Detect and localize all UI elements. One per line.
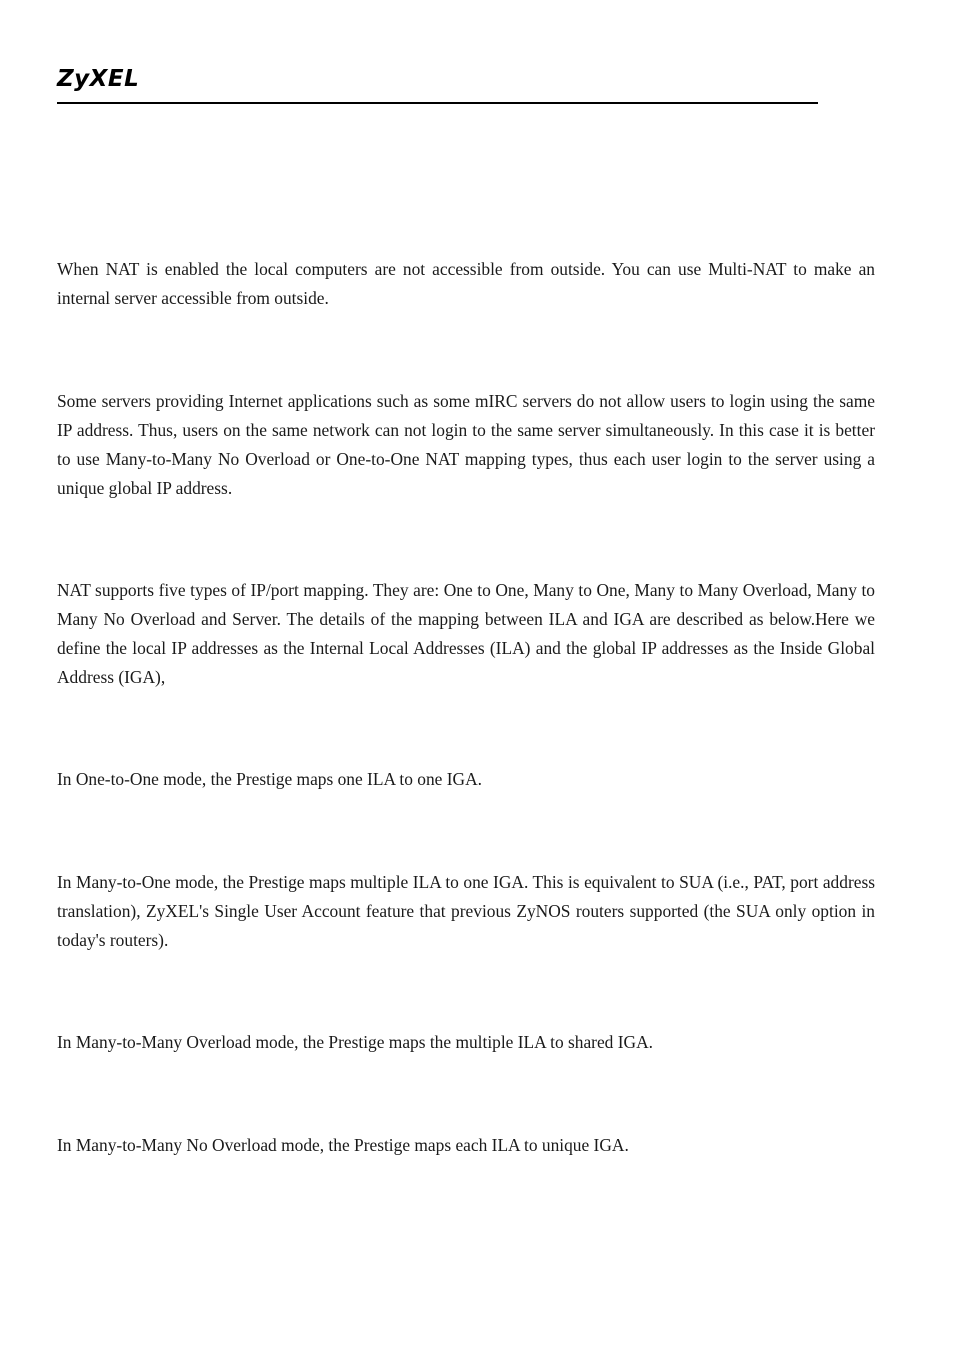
zyxel-logo: ZyXEL [57,66,140,92]
paragraph-server-login: Some servers providing Internet applications such as some mIRC servers do not allow users to login using the same IP address. Thus, users on the same network can not login to the same server simultaneously. In this case it is better to use Many-to-Many No Overload or One-to-One NAT mapping types, thus each user login to the server using a unique global IP address. [57,391,875,498]
paragraph-many-to-many-overload: In Many-to-Many Overload mode, the Prestige maps the multiple ILA to shared IGA. [57,1032,653,1052]
page-header [57,64,818,104]
paragraph-many-to-many-no-overload: In Many-to-Many No Overload mode, the Prestige maps each ILA to unique IGA. [57,1135,629,1155]
paragraph-one-to-one: In One-to-One mode, the Prestige maps one ILA to one IGA. [57,769,483,789]
paragraph-nat-access: When NAT is enabled the local computers are not accessible from outside. You can use Multi-NAT to make an internal server accessible from outside. [57,259,875,308]
paragraph-mapping-types: NAT supports five types of IP/port mapping. They are: One to One, Many to One, Many to Many Overload, Many to Many No Overload and Server. The details of the mapping between ILA and IGA are described as below.Here we define the local IP addresses as the Internal Local Addresses (ILA) and the global IP addresses as the Inside Global Address (IGA), [57,580,875,687]
paragraph-many-to-one: In Many-to-One mode, the Prestige maps multiple ILA to one IGA. This is equivalent to SUA (i.e., PAT, port address translation), ZyXEL's Single User Account feature that previous ZyNOS routers supported (the SUA only option in today's routers). [57,872,875,950]
